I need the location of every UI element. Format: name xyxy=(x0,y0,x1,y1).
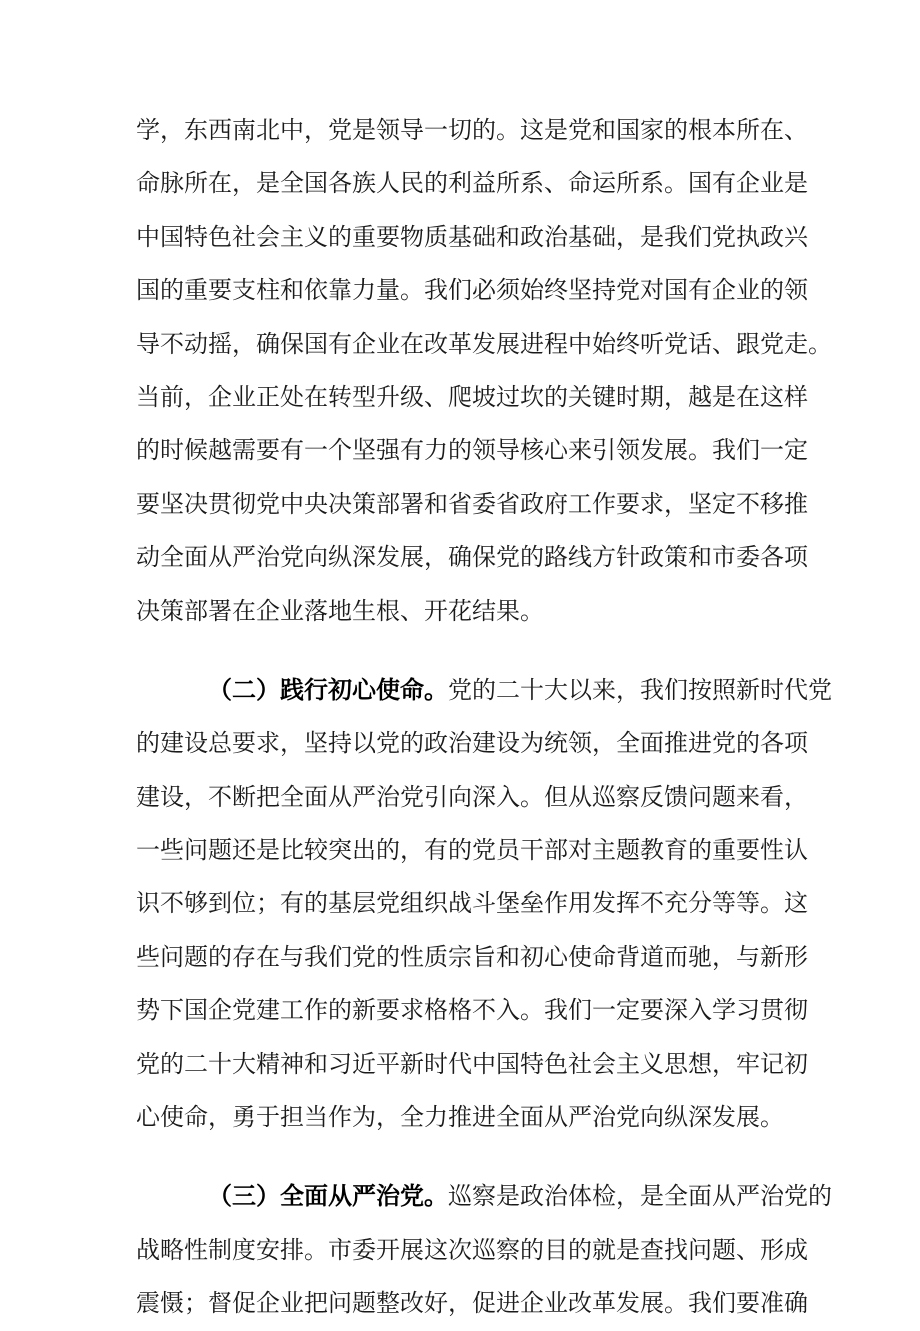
text-line: 动全面从严治党向纵深发展，确保党的路线方针政策和市委各项 xyxy=(136,543,808,572)
text-line: 国的重要支柱和依靠力量。我们必须始终坚持党对国有企业的领 xyxy=(136,276,808,305)
text-line: 要坚决贯彻党中央决策部署和省委省政府工作要求，坚定不移推 xyxy=(136,489,808,518)
paragraph-3 xyxy=(136,1170,832,1330)
text-line: 学，东西南北中，党是领导一切的。这是党和国家的根本所在、 xyxy=(136,116,808,144)
text-line: 当前，企业正处在转型升级、爬坡过坎的关键时期，越是在这样 xyxy=(136,382,808,411)
text-line xyxy=(136,1170,832,1223)
section-heading: （二）践行初心使命。 xyxy=(208,675,448,704)
paragraph-gap xyxy=(136,638,796,664)
paragraph-2 xyxy=(136,664,832,1145)
text-line: 中国特色社会主义的重要物质基础和政治基础，是我们党执政兴 xyxy=(136,222,808,251)
text-line: 的建设总要求，坚持以党的政治建设为统领，全面推进党的各项 xyxy=(136,729,808,758)
text-line: 战略性制度安排。市委开展这次巡察的目的就是查找问题、形成 xyxy=(136,1235,808,1264)
section-heading: （三）全面从严治党。 xyxy=(208,1182,448,1211)
text-line: 的时候越需要有一个坚强有力的领导核心来引领发展。我们一定 xyxy=(136,436,808,465)
text-line: 党的二十大精神和习近平新时代中国特色社会主义思想，牢记初 xyxy=(136,1049,808,1078)
text-span: 巡察是政治体检，是全面从严治党的 xyxy=(448,1182,832,1211)
paragraph-1 xyxy=(136,104,832,638)
text-line: 识不够到位；有的基层党组织战斗堡垒作用发挥不充分等等。这 xyxy=(136,889,808,918)
text-line: 一些问题还是比较突出的，有的党员干部对主题教育的重要性认 xyxy=(136,836,808,865)
text-span: 党的二十大以来，我们按照新时代党 xyxy=(448,675,832,704)
text-line: 导不动摇，确保国有企业在改革发展进程中始终听党话、跟党走。 xyxy=(136,329,832,358)
text-line: 心使命，勇于担当作为，全力推进全面从严治党向纵深发展。 xyxy=(136,1103,784,1132)
text-line: 决策部署在企业落地生根、开花结果。 xyxy=(136,596,544,625)
document-body xyxy=(136,104,832,1331)
text-line: 些问题的存在与我们党的性质宗旨和初心使命背道而驰，与新形 xyxy=(136,942,808,971)
text-line xyxy=(136,664,832,717)
text-line: 命脉所在，是全国各族人民的利益所系、命运所系。国有企业是 xyxy=(136,169,808,198)
text-line: 建设，不断把全面从严治党引向深入。但从巡察反馈问题来看， xyxy=(136,782,808,811)
text-line: 势下国企党建工作的新要求格格不入。我们一定要深入学习贯彻 xyxy=(136,996,808,1025)
text-line: 震慑；督促企业把问题整改好，促进企业改革发展。我们要准确 xyxy=(136,1289,808,1318)
paragraph-gap xyxy=(136,1144,796,1170)
